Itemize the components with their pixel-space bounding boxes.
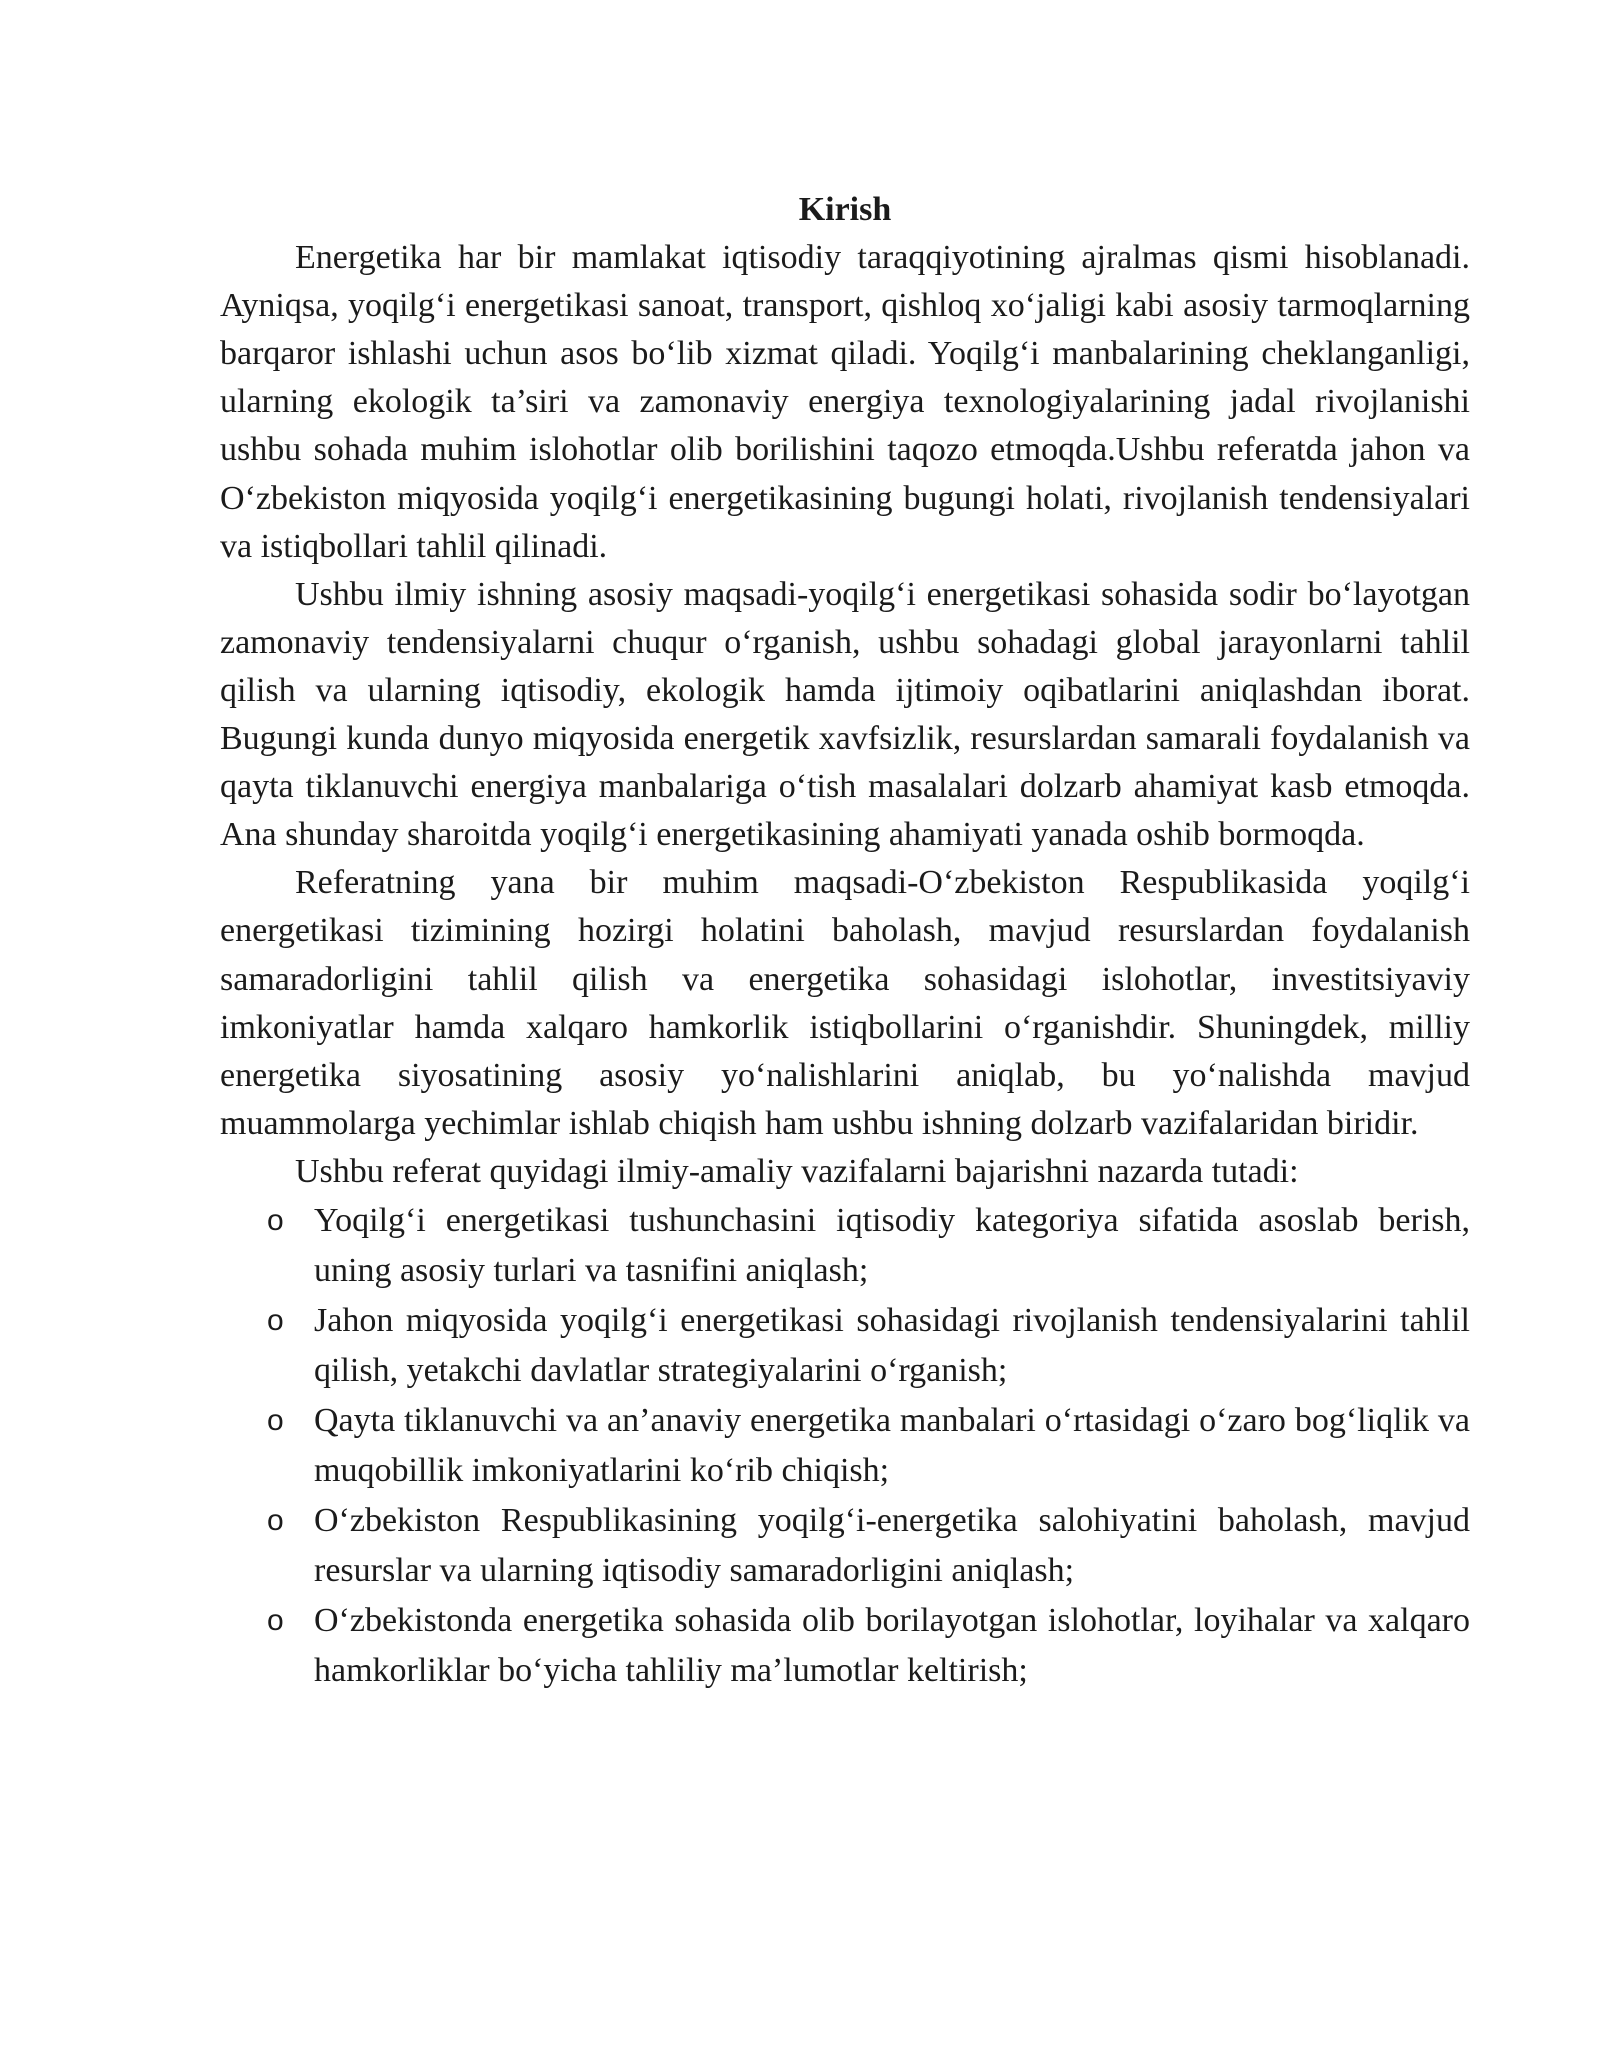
list-intro: Ushbu referat quyidagi ilmiy-amaliy vazifalarni bajarishni nazarda tutadi: <box>295 1152 1299 1190</box>
document-page <box>220 186 1470 1696</box>
paragraph-second-goal: Referatning yana bir muhim maqsadi-O‘zbekiston Respublikasida yoqilg‘i energetikasi tizimining hozirgi holatini baholash, mavjud resurslardan foydalanish samaradorligini tahlil qilish va energetika sohasidagi islohotlar, investitsiyaviy imkoniyatlar hamda xalqaro hamkorlik istiqbollarini o‘rganishdir. Shuningdek, milliy energetika siyosatining asosiy yo‘nalishlarini aniqlab, bu yo‘nalishda mavjud muammolarga yechimlar ishlab chiqish ham ushbu ishning dolzarb vazifalaridan biridir. <box>220 864 1470 1142</box>
document-title: Kirish <box>798 191 892 228</box>
list-item-text: O‘zbekistonda energetika sohasida olib borilayotgan islohotlar, loyihalar va xalqaro hamkorliklar bo‘yicha tahliliy ma’lumotlar keltirish; <box>314 1601 1470 1689</box>
list-item-text: Jahon miqyosida yoqilg‘i energetikasi sohasidagi rivojlanish tendensiyalarini tahlil qilish, yetakchi davlatlar strategiyalarini o‘rganish; <box>314 1301 1470 1389</box>
list-item <box>220 1296 1470 1396</box>
list-item-text: O‘zbekiston Respublikasining yoqilg‘i-energetika salohiyatini baholash, mavjud resurslar va ularning iqtisodiy samaradorligini aniqlash; <box>314 1501 1470 1589</box>
list-item <box>220 1396 1470 1496</box>
bullet-icon: o <box>267 1403 284 1437</box>
bullet-icon: o <box>267 1303 284 1337</box>
list-item-text: Yoqilg‘i energetikasi tushunchasini iqtisodiy kategoriya sifatida asoslab berish, uning asosiy turlari va tasnifini aniqlash; <box>314 1201 1470 1289</box>
list-item <box>220 1496 1470 1596</box>
bullet-icon: o <box>267 1503 284 1537</box>
paragraph-goal: Ushbu ilmiy ishning asosiy maqsadi-yoqilg‘i energetikasi sohasida sodir bo‘layotgan zamonaviy tendensiyalarni chuqur o‘rganish, ushbu sohadagi global jarayonlarni tahlil qilish va ularning iqtisodiy, ekologik hamda ijtimoiy oqibatlarini aniqlashdan iborat. Bugungi kunda dunyo miqyosida energetik xavfsizlik, resurslardan samarali foydalanish va qayta tiklanuvchi energiya manbalariga o‘tish masalalari dolzarb ahamiyat kasb etmoqda. Ana shunday sharoitda yoqilg‘i energetikasining ahamiyati yanada oshib bormoqda. <box>220 575 1470 854</box>
list-item <box>220 1196 1470 1296</box>
task-list <box>220 1196 1470 1696</box>
bullet-icon: o <box>267 1203 284 1237</box>
list-item-text: Qayta tiklanuvchi va an’anaviy energetika manbalari o‘rtasidagi o‘zaro bog‘liqlik va muqobillik imkoniyatlarini ko‘rib chiqish; <box>314 1401 1470 1489</box>
bullet-icon: o <box>267 1603 284 1637</box>
paragraph-intro: Energetika har bir mamlakat iqtisodiy taraqqiyotining ajralmas qismi hisoblanadi. Ayniqsa, yoqilg‘i energetikasi sanoat, transport, qishloq xo‘jaligi kabi asosiy tarmoqlarning barqaror ishlashi uchun asos bo‘lib xizmat qiladi. Yoqilg‘i manbalarining cheklanganligi, ularning ekologik ta’siri va zamonaviy energiya texnologiyalarining jadal rivojlanishi ushbu sohada muhim islohotlar olib borilishini taqozo etmoqda.Ushbu referatda jahon va O‘zbekiston miqyosida yoqilg‘i energetikasining bugungi holati, rivojlanish tendensiyalari va istiqbollari tahlil qilinadi. <box>220 239 1470 565</box>
list-item <box>220 1596 1470 1696</box>
